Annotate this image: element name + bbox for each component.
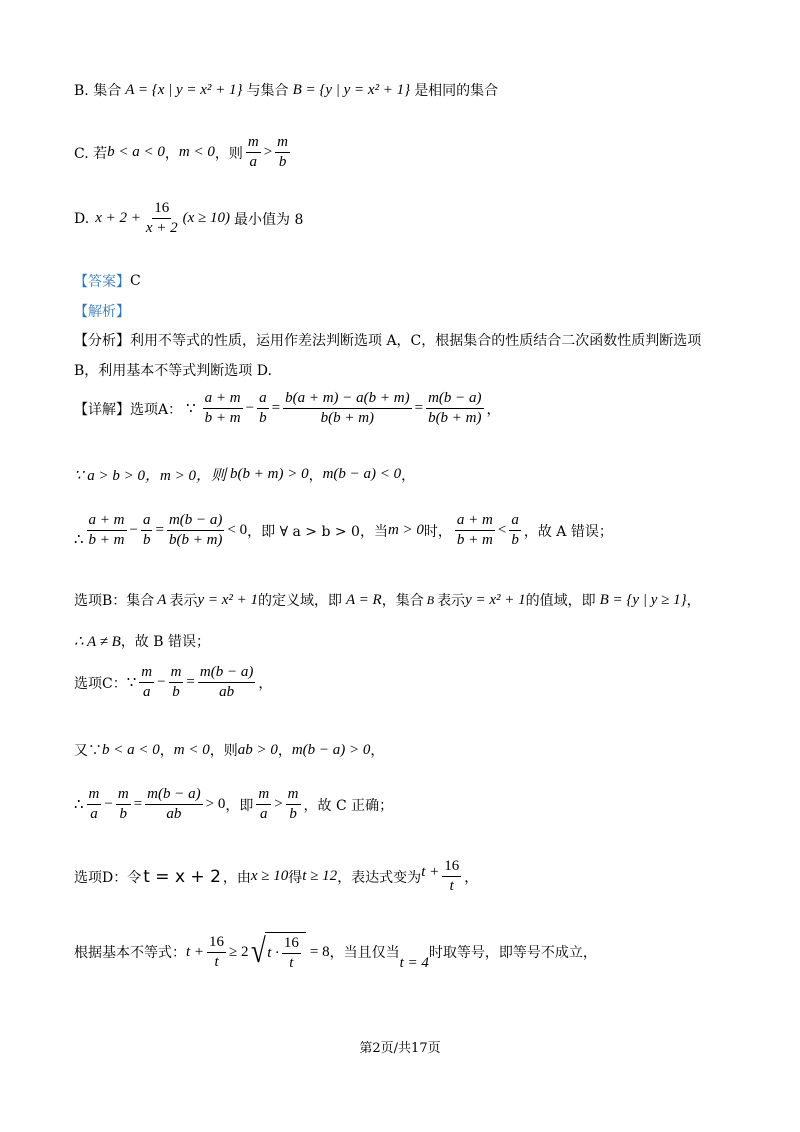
detail-prefix: 【详解】选项A： bbox=[74, 401, 183, 418]
option-d-domain: (x ≥ 10) bbox=[182, 210, 231, 226]
fraction: $\frac{m}{b}$ bbox=[117, 786, 129, 822]
option-c-cond2: m < 0 bbox=[178, 144, 215, 160]
therefore-symbol: ∴ bbox=[74, 532, 84, 548]
equals-sign: = bbox=[186, 674, 195, 690]
a3-text: 时， bbox=[423, 523, 452, 540]
fraction: $\frac{m}{a}$ bbox=[88, 786, 100, 822]
d-cond: t ≥ 12 bbox=[302, 868, 338, 884]
detail-b-line-1 bbox=[74, 590, 701, 610]
fenxi-text: 【分析】利用不等式的性质，运用作差法判断选项 A，C，根据集合的性质结合二次函数性质判断选项 bbox=[74, 333, 702, 349]
lt-sign: < bbox=[497, 522, 507, 538]
gt-sign: > bbox=[263, 144, 273, 160]
b-fn1: y = x² + 1 bbox=[197, 591, 259, 608]
a2-text: ∵ a > b > 0，m > 0，则 bbox=[74, 468, 226, 484]
detail-c-line-3 bbox=[74, 786, 393, 823]
c3-text: ，故 C 正确； bbox=[303, 797, 394, 814]
fraction: $\frac{m(b - a)}{ab}$ bbox=[147, 786, 201, 822]
b-text: 表示 bbox=[437, 593, 466, 609]
b-ar: A = R bbox=[346, 591, 382, 608]
option-c-cond1: b < a < 0 bbox=[107, 144, 165, 160]
option-d-prefix: D. bbox=[74, 210, 90, 227]
d-expr: t + bbox=[421, 864, 440, 880]
d2-text: ，当且仅当 bbox=[329, 945, 400, 961]
option-b-prefix: B. 集合 bbox=[74, 83, 122, 99]
punct: ， bbox=[686, 593, 701, 609]
option-c-then: ，则 bbox=[214, 145, 243, 162]
punct: ， bbox=[159, 743, 174, 759]
c2-cond: m < 0 bbox=[173, 741, 210, 758]
fenxi-text: B，利用基本不等式判断选项 D. bbox=[74, 363, 272, 379]
d-cond: x ≥ 10 bbox=[250, 868, 289, 884]
b-text: 表示 bbox=[169, 593, 198, 609]
option-d-suffix: 最小值为 8 bbox=[234, 211, 304, 228]
fraction: $\frac{m(b - a)}{b(b + m)}$ bbox=[168, 512, 223, 548]
d2-cond: t = 4 bbox=[399, 955, 429, 971]
option-d-expr: x + 2 + bbox=[95, 210, 141, 226]
answer-line bbox=[74, 271, 141, 291]
fraction: $\frac{a + m}{b + m}$ bbox=[204, 390, 241, 426]
a3-cond: m > 0 bbox=[387, 522, 424, 538]
detail-a-line-2 bbox=[74, 464, 415, 485]
equals-sign: = bbox=[155, 522, 164, 538]
punct: ， bbox=[258, 675, 273, 692]
fraction: $\frac{m}{a}$ bbox=[247, 134, 259, 170]
page-footer: 第2页/共17页 bbox=[359, 1041, 441, 1056]
c2-cond: m(b − a) > 0 bbox=[291, 741, 371, 758]
fraction: $\frac{16}{t}$ bbox=[444, 858, 460, 894]
detail-d-line-2 bbox=[74, 932, 597, 972]
d-text: 得 bbox=[288, 869, 303, 886]
fraction: $\frac{m}{b}$ bbox=[277, 134, 288, 170]
d2-text: 时取等号，即等号不成立， bbox=[428, 945, 597, 961]
fraction: $\frac{16}{x + 2}$ bbox=[145, 200, 178, 236]
punct: ， bbox=[308, 467, 323, 484]
punct: ， bbox=[464, 869, 479, 886]
c2-text: ，则 bbox=[209, 743, 238, 759]
punct: ， bbox=[277, 743, 292, 759]
because-symbol: ∵ bbox=[126, 675, 137, 691]
gt-sign: > bbox=[274, 796, 283, 812]
detail-a-line-1 bbox=[74, 390, 501, 427]
equals-sign: = bbox=[271, 400, 281, 416]
option-b-suffix: 是相同的集合 bbox=[414, 83, 499, 99]
fraction: $\frac{m}{a}$ bbox=[258, 786, 270, 822]
b-text: ，集合 bbox=[381, 593, 424, 609]
fraction: $\frac{a + m}{b + m}$ bbox=[88, 512, 125, 548]
c2-text: 又∵ bbox=[74, 743, 102, 759]
punct: ， bbox=[370, 743, 385, 759]
detail-c-line-1 bbox=[74, 664, 272, 701]
b-fn2: y = x² + 1 bbox=[465, 591, 526, 608]
punct: ， bbox=[486, 401, 501, 418]
radical-sign-icon: √ bbox=[250, 933, 266, 970]
minus-sign: − bbox=[104, 796, 113, 812]
d-text: ，表达式变为 bbox=[337, 869, 422, 886]
set-a-expr: A = {x | y = x² + 1} bbox=[125, 81, 243, 98]
detail-c-line-2 bbox=[74, 740, 384, 760]
because-symbol: ∵ bbox=[186, 401, 196, 417]
square-root bbox=[249, 932, 306, 972]
d-text: ，由 bbox=[222, 869, 251, 886]
d2-text: 根据基本不等式： bbox=[74, 945, 186, 961]
fraction: $\frac{m(b - a)}{b(b + m)}$ bbox=[428, 390, 482, 426]
b-text: 的值域，即 bbox=[525, 593, 596, 609]
equals-sign: = bbox=[133, 796, 143, 812]
therefore-symbol: ∴ bbox=[74, 797, 84, 813]
b-text: 的定义域，即 bbox=[258, 593, 343, 609]
a3-text: ，故 A 错误； bbox=[523, 523, 613, 540]
option-d bbox=[74, 200, 303, 237]
minus-sign: − bbox=[157, 674, 166, 690]
a2-expr2: m(b − a) < 0 bbox=[322, 466, 402, 482]
set-a: A bbox=[157, 591, 167, 608]
option-c-prefix: C. 若 bbox=[74, 145, 108, 162]
analysis-tag: 【解析】 bbox=[74, 304, 130, 320]
b2-text: ，故 B 错误； bbox=[120, 634, 211, 650]
option-b-mid: 与集合 bbox=[246, 83, 289, 99]
sqrt-inner: t · bbox=[267, 945, 279, 961]
fraction: $\frac{m}{b}$ bbox=[287, 786, 299, 822]
fraction: $\frac{a}{b}$ bbox=[142, 512, 151, 548]
set-b: B bbox=[426, 592, 435, 607]
gt-zero: > 0 bbox=[205, 796, 226, 812]
d-sub: t = x + 2 bbox=[143, 866, 221, 887]
b2-expr: ∴ A ≠ B bbox=[74, 633, 121, 650]
c2-cond: b < a < 0 bbox=[102, 741, 160, 758]
c2-cond: ab > 0 bbox=[237, 741, 278, 758]
b-text: 选项B：集合 bbox=[74, 593, 155, 609]
punct: ， bbox=[401, 467, 416, 484]
c3-text: ，即 bbox=[225, 797, 254, 814]
c-prefix: 选项C： bbox=[74, 675, 127, 692]
a2-expr1: b(b + m) > 0 bbox=[230, 466, 309, 482]
b-set: B = {y | y ≥ 1} bbox=[599, 591, 687, 608]
d2-expr: t + bbox=[186, 943, 205, 960]
answer-value: C bbox=[130, 273, 141, 289]
detail-d-line-1 bbox=[74, 858, 478, 895]
option-c-sep: ， bbox=[164, 145, 179, 162]
answer-tag: 【答案】 bbox=[74, 274, 130, 290]
equals-eight: = 8 bbox=[309, 943, 330, 960]
lt-zero: < 0 bbox=[227, 522, 248, 538]
fraction: $\frac{a}{b}$ bbox=[511, 512, 519, 548]
fraction: $\frac{a}{b}$ bbox=[259, 390, 267, 426]
fenxi-line-1 bbox=[74, 330, 701, 350]
detail-a-line-3 bbox=[74, 512, 613, 549]
fraction: $\frac{16}{t}$ bbox=[209, 933, 225, 970]
fenxi-line-2 bbox=[74, 360, 272, 380]
equals-sign: = bbox=[414, 400, 424, 416]
detail-b-line-2 bbox=[74, 631, 210, 651]
minus-sign: − bbox=[245, 400, 255, 416]
option-c bbox=[74, 134, 293, 171]
analysis-line bbox=[74, 301, 130, 321]
fraction: $\frac{m}{b}$ bbox=[170, 664, 182, 700]
fraction: $\frac{b(a + m) - a(b + m)}{b(b + m)}$ bbox=[285, 390, 410, 426]
d-text: 选项D：令 bbox=[74, 869, 142, 886]
fraction: $\frac{a + m}{b + m}$ bbox=[456, 512, 493, 548]
a3-text: ，即 ∀ a > b > 0，当 bbox=[247, 523, 388, 540]
fraction: $\frac{m}{a}$ bbox=[141, 664, 153, 700]
fraction: $\frac{16}{t}$ bbox=[283, 935, 299, 971]
ge-two: ≥ 2 bbox=[229, 943, 249, 960]
option-b bbox=[74, 80, 498, 100]
set-b-expr: B = {y | y = x² + 1} bbox=[292, 81, 411, 98]
minus-sign: − bbox=[129, 522, 138, 538]
fraction: $\frac{m(b - a)}{ab}$ bbox=[199, 664, 254, 700]
